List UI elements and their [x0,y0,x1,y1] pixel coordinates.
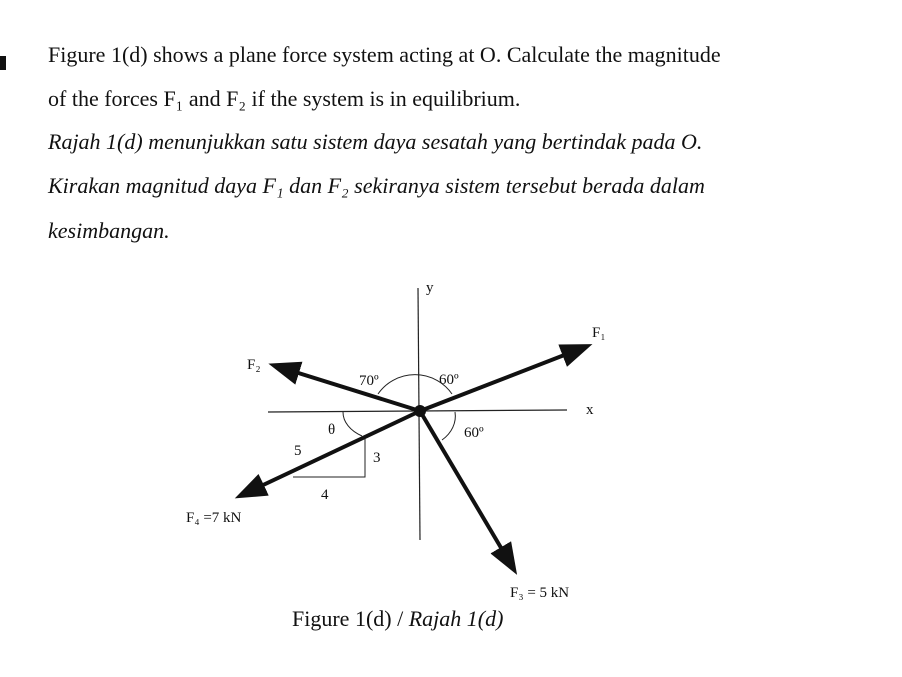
question-english-line-2: of the forces F₁ and F₂ if the system is in equilibrium. [48,86,521,111]
f4-label: F₄ =7 kN [186,510,242,526]
angle-arc-theta [343,412,362,436]
slope-label-5: 5 [294,443,302,459]
question-malay-line-1: Rajah 1(d) menunjukkan satu sistem daya sesatah yang bertindak pada O. [48,129,703,154]
angle-label-60-top: 60º [439,372,459,388]
angle-label-theta: θ [328,422,336,438]
figure-caption [292,606,503,632]
force-f2-arrow [276,366,420,411]
x-axis-label: x [586,402,594,418]
y-axis-label: y [426,280,434,296]
f2-label: F₂ [247,357,261,373]
point-o [414,405,426,417]
angle-arc-f3 [442,412,455,440]
f1-label: F₁ [592,325,606,341]
angle-label-70: 70º [359,373,379,389]
slope-label-4: 4 [321,487,329,503]
question-malay-line-2: Kirakan magnitud daya F₁ dan F₂ sekiranya sistem tersebut berada dalam [48,173,705,198]
f3-label: F₃ = 5 kN [510,585,570,601]
angle-label-60-bottom: 60º [464,425,484,441]
caption-malay: Rajah 1(d) [408,606,504,631]
question-english-line-1: Figure 1(d) shows a plane force system acting at O. Calculate the magnitude [48,42,721,67]
slope-label-3: 3 [373,450,381,466]
caption-english: Figure 1(d) / [292,606,409,631]
question-malay-line-3: kesimbangan. [48,218,170,243]
